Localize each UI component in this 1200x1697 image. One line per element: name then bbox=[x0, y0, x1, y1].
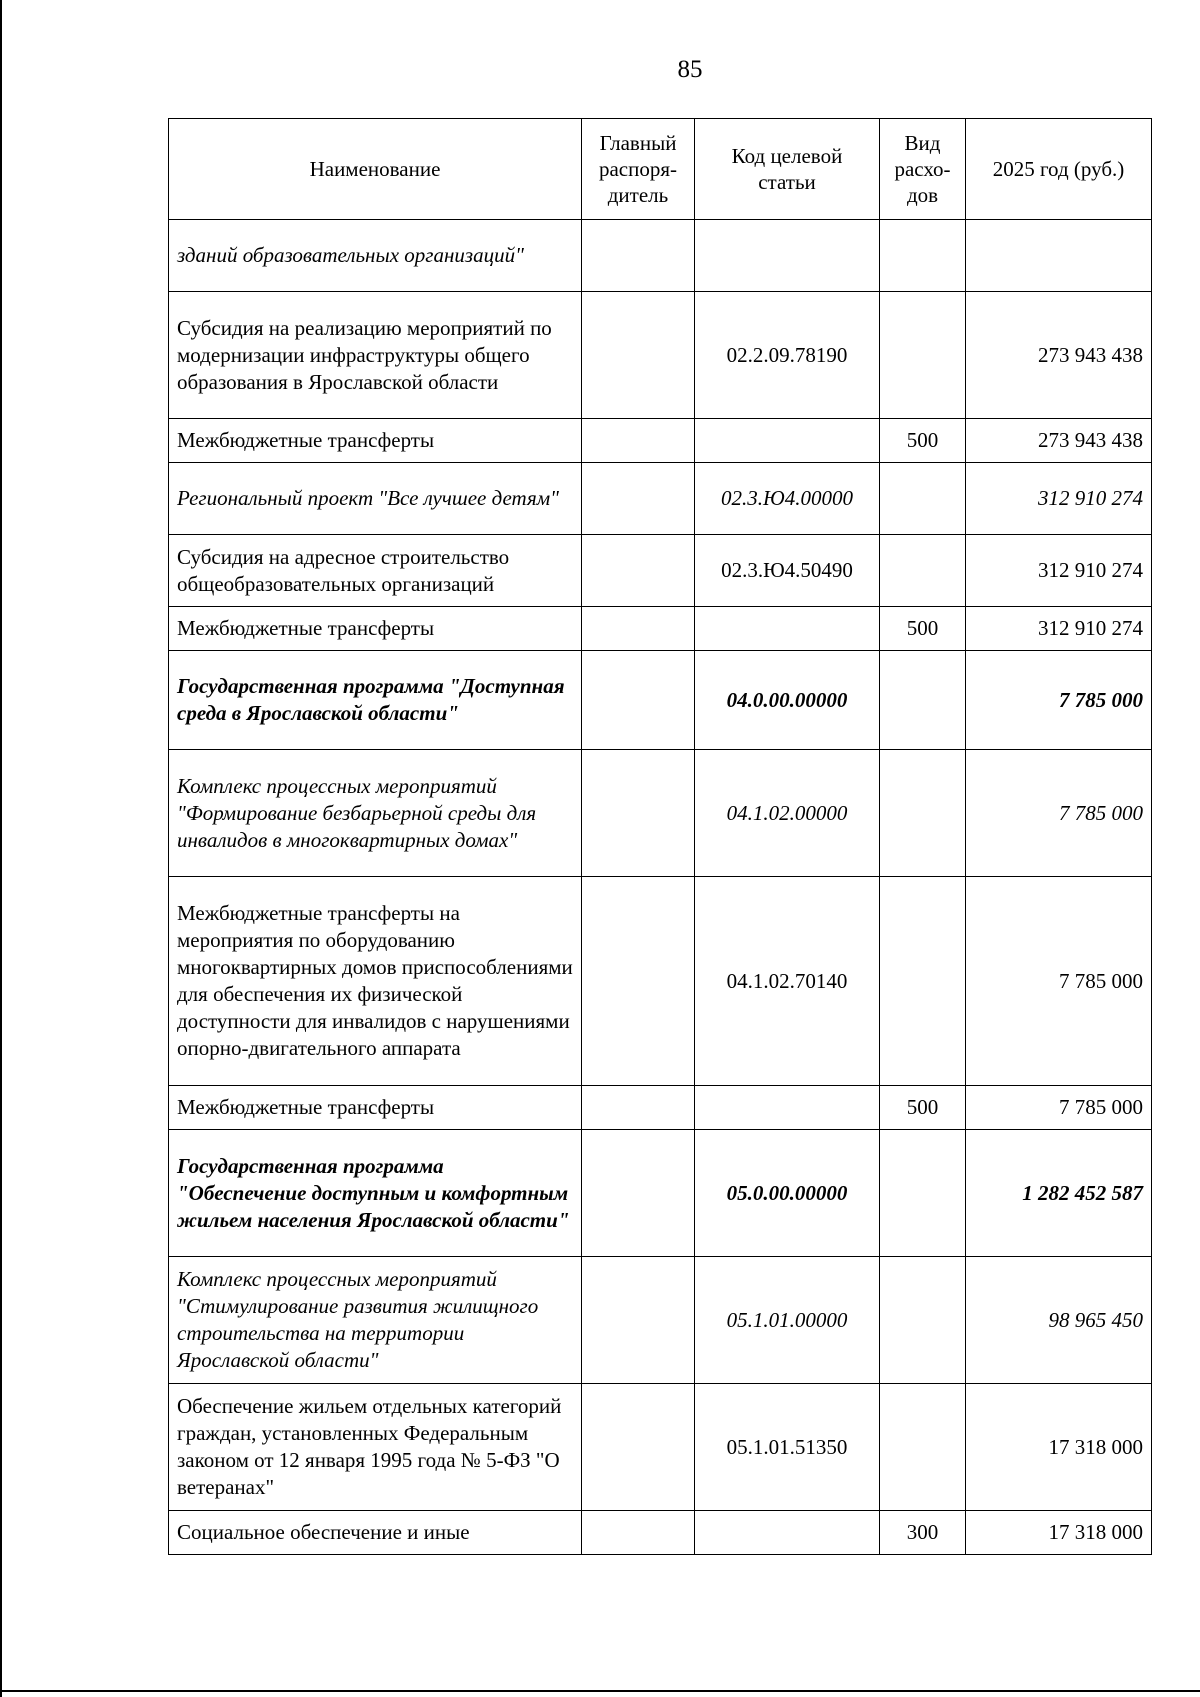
row-name-cell: Субсидия на адресное строительство общеобразовательных организаций bbox=[169, 535, 582, 607]
row-amount-cell: 7 785 000 bbox=[966, 1086, 1152, 1130]
table-row bbox=[169, 292, 1152, 419]
row-amount-cell bbox=[966, 220, 1152, 292]
table-row bbox=[169, 1384, 1152, 1511]
table-row bbox=[169, 1257, 1152, 1384]
row-name-cell: Межбюджетные трансферты bbox=[169, 419, 582, 463]
row-name-cell: Региональный проект "Все лучшее детям" bbox=[169, 463, 582, 535]
row-main-manager-cell bbox=[582, 1086, 695, 1130]
row-main-manager-cell bbox=[582, 463, 695, 535]
row-expense-type-cell bbox=[880, 220, 966, 292]
row-name-cell: Межбюджетные трансферты bbox=[169, 1086, 582, 1130]
row-name-cell: Обеспечение жильем отдельных категорий граждан, установленных Федеральным законом от 12 января 1995 года № 5-ФЗ "О ветеранах" bbox=[169, 1384, 582, 1511]
table-row bbox=[169, 750, 1152, 877]
table-row bbox=[169, 535, 1152, 607]
row-expense-type-cell bbox=[880, 877, 966, 1086]
row-code-cell: 05.0.00.00000 bbox=[695, 1130, 880, 1257]
row-code-cell: 02.3.Ю4.00000 bbox=[695, 463, 880, 535]
row-name-cell: Социальное обеспечение и иные bbox=[169, 1511, 582, 1555]
row-code-cell bbox=[695, 607, 880, 651]
header-name: Наименование bbox=[169, 119, 582, 220]
row-expense-type-cell bbox=[880, 651, 966, 750]
row-expense-type-cell bbox=[880, 535, 966, 607]
row-main-manager-cell bbox=[582, 651, 695, 750]
row-expense-type-cell bbox=[880, 1130, 966, 1257]
row-amount-cell: 7 785 000 bbox=[966, 750, 1152, 877]
table-row bbox=[169, 1086, 1152, 1130]
row-code-cell: 04.1.02.00000 bbox=[695, 750, 880, 877]
budget-table bbox=[168, 118, 1152, 1555]
row-code-cell: 04.1.02.70140 bbox=[695, 877, 880, 1086]
table-row bbox=[169, 1511, 1152, 1555]
header-amount: 2025 год (руб.) bbox=[966, 119, 1152, 220]
header-main-manager: Главный распоря-дитель bbox=[582, 119, 695, 220]
header-code: Код целевой статьи bbox=[695, 119, 880, 220]
row-code-cell bbox=[695, 1511, 880, 1555]
row-main-manager-cell bbox=[582, 419, 695, 463]
row-expense-type-cell: 500 bbox=[880, 607, 966, 651]
row-expense-type-cell: 500 bbox=[880, 1086, 966, 1130]
row-amount-cell: 312 910 274 bbox=[966, 463, 1152, 535]
row-amount-cell: 98 965 450 bbox=[966, 1257, 1152, 1384]
row-main-manager-cell bbox=[582, 1257, 695, 1384]
table-row bbox=[169, 1130, 1152, 1257]
row-expense-type-cell bbox=[880, 463, 966, 535]
row-amount-cell: 312 910 274 bbox=[966, 607, 1152, 651]
row-code-cell: 02.2.09.78190 bbox=[695, 292, 880, 419]
row-main-manager-cell bbox=[582, 607, 695, 651]
row-main-manager-cell bbox=[582, 750, 695, 877]
table-row bbox=[169, 463, 1152, 535]
row-code-cell: 04.0.00.00000 bbox=[695, 651, 880, 750]
row-name-cell: Межбюджетные трансферты на мероприятия по оборудованию многоквартирных домов приспособлениями для обеспечения их физической доступности для инвалидов с нарушениями опорно-двигательного аппарата bbox=[169, 877, 582, 1086]
table-header-row bbox=[169, 119, 1152, 220]
row-name-cell: Комплекс процессных мероприятий "Формирование безбарьерной среды для инвалидов в многоквартирных домах" bbox=[169, 750, 582, 877]
row-name-cell: Межбюджетные трансферты bbox=[169, 607, 582, 651]
row-name-cell: Субсидия на реализацию мероприятий по модернизации инфраструктуры общего образования в Ярославской области bbox=[169, 292, 582, 419]
row-main-manager-cell bbox=[582, 535, 695, 607]
row-main-manager-cell bbox=[582, 1130, 695, 1257]
row-code-cell: 05.1.01.51350 bbox=[695, 1384, 880, 1511]
row-expense-type-cell: 300 bbox=[880, 1511, 966, 1555]
scan-left-edge bbox=[0, 0, 2, 1697]
row-name-cell: Комплекс процессных мероприятий "Стимулирование развития жилищного строительства на территории Ярославской области" bbox=[169, 1257, 582, 1384]
table-row bbox=[169, 651, 1152, 750]
row-code-cell bbox=[695, 419, 880, 463]
row-code-cell: 05.1.01.00000 bbox=[695, 1257, 880, 1384]
row-main-manager-cell bbox=[582, 1384, 695, 1511]
row-expense-type-cell bbox=[880, 750, 966, 877]
table-row bbox=[169, 220, 1152, 292]
table-body bbox=[169, 220, 1152, 1555]
row-amount-cell: 17 318 000 bbox=[966, 1384, 1152, 1511]
row-amount-cell: 273 943 438 bbox=[966, 292, 1152, 419]
table-row bbox=[169, 607, 1152, 651]
table-row bbox=[169, 877, 1152, 1086]
table-row bbox=[169, 419, 1152, 463]
row-expense-type-cell: 500 bbox=[880, 419, 966, 463]
row-amount-cell: 7 785 000 bbox=[966, 877, 1152, 1086]
page-number: 85 bbox=[677, 56, 703, 83]
row-amount-cell: 1 282 452 587 bbox=[966, 1130, 1152, 1257]
row-expense-type-cell bbox=[880, 292, 966, 419]
row-expense-type-cell bbox=[880, 1384, 966, 1511]
row-amount-cell: 17 318 000 bbox=[966, 1511, 1152, 1555]
header-expense-type: Вид расхо-дов bbox=[880, 119, 966, 220]
row-main-manager-cell bbox=[582, 1511, 695, 1555]
row-name-cell: зданий образовательных организаций" bbox=[169, 220, 582, 292]
row-code-cell: 02.3.Ю4.50490 bbox=[695, 535, 880, 607]
row-amount-cell: 7 785 000 bbox=[966, 651, 1152, 750]
row-name-cell: Государственная программа "Доступная среда в Ярославской области" bbox=[169, 651, 582, 750]
row-code-cell bbox=[695, 1086, 880, 1130]
row-expense-type-cell bbox=[880, 1257, 966, 1384]
row-main-manager-cell bbox=[582, 292, 695, 419]
row-amount-cell: 312 910 274 bbox=[966, 535, 1152, 607]
scan-bottom-edge bbox=[0, 1690, 1200, 1692]
row-name-cell: Государственная программа "Обеспечение доступным и комфортным жильем населения Ярославской области" bbox=[169, 1130, 582, 1257]
row-main-manager-cell bbox=[582, 220, 695, 292]
row-amount-cell: 273 943 438 bbox=[966, 419, 1152, 463]
row-code-cell bbox=[695, 220, 880, 292]
row-main-manager-cell bbox=[582, 877, 695, 1086]
